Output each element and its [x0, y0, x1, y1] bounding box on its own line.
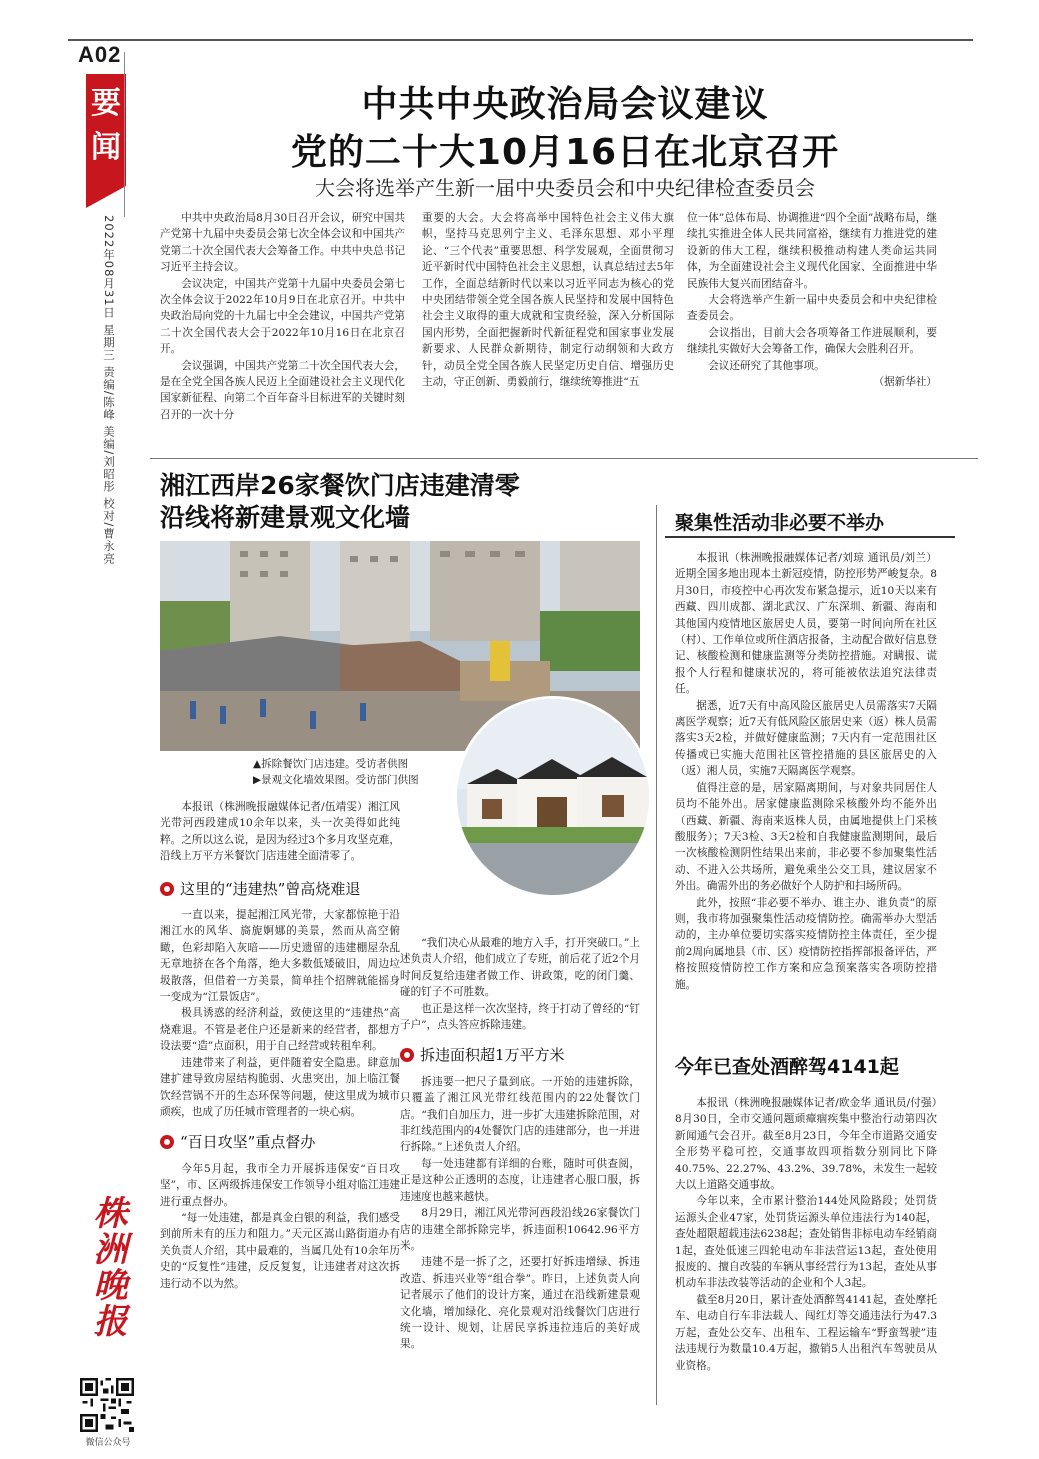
- story2-subtitle-1: [160, 881, 400, 897]
- story3-body: [675, 550, 937, 993]
- lead-paragraph: 会议指出，目前大会各项筹备工作进展顺利，要继续扎实做好大会筹备工作，确保大会胜利召开。: [687, 326, 937, 356]
- lead-credit: （据新华社）: [873, 376, 937, 389]
- story3-paragraph: 本报讯（株洲晚报融媒体记者/刘琼 通讯员/刘兰）近期全国多地出现本土新冠疫情，防控形势严峻复杂。8月30日，市疫控中心再次发布紧急提示，近10天以来有西藏、四川成都、湖北武汉、广东深圳、新疆、海南和其他国内疫情地区旅居史人员，要第一时间向所在社区（村）、工作单位或所住酒店报备，主动配合做好信息登记、核酸检测和健康监测等分类防控措施。对瞒报、谎报个人行程和健康状况的，将可能被依法追究法律责任。: [675, 552, 937, 696]
- lead-paragraph: 会议还研究了其他事项。: [708, 359, 825, 372]
- lead-paragraph: 大会将选举产生新一届中央委员会和中央纪律检查委员会。: [687, 294, 937, 323]
- section-tab: [86, 74, 126, 186]
- qr-label: 微信公众号: [85, 1438, 131, 1448]
- story3-rule: [665, 536, 955, 538]
- photo-caption-line1: ▲拆除餐饮门店违建。受访者供图: [253, 758, 409, 770]
- story4-paragraph: 本报讯（株洲晚报融媒体记者/欧金华 通讯员/付强）8月30日，全市交通问题顽瘴痼疾集中整治行动第四次新闻通气会召开。截至8月23日，今年全市道路交通安全形势平稳可控，交通事故四项指数分别同比下降40.75%、22.27%、43.2%、39.78%，未发生一起较大以上道路交通事故。: [675, 1097, 937, 1192]
- lead-paragraph: 会议决定，中国共产党第十九届中央委员会第七次全体会议于2022年10月9日在北京召开。中共中央政治局向党的十九届七中全会建议，中国共产党第二十次全国代表大会于2022年10月16日在北京召开。: [160, 277, 405, 356]
- story2-paragraph: 极具诱惑的经济利益，致使这里的“违建热”高烧难退。不管是老住户还是新来的经营者，都想方设法要“造”点面积，用于自己经营或转租牟利。: [160, 1007, 400, 1053]
- landscape-wall-rendering: [454, 696, 652, 898]
- issue-info: 2022年08月31日 星期三 责编/陈峰 美编/刘昭彤 校对/曹永亮: [102, 215, 116, 565]
- story2-column-b: [400, 935, 640, 1353]
- story4-body: [675, 1095, 937, 1374]
- top-rule: [68, 39, 973, 41]
- lead-paragraph: 位一体”总体布局、协调推进“四个全面”战略布局，继续扎实推进全体人民共同富裕，继续有力推进党的建设新的伟大工程，继续积极推动构建人类命运共同体，为全面建设社会主义现代化国家、全面推进中华民族伟大复兴而团结奋斗。: [687, 212, 937, 290]
- lead-subheadline: 大会将选举产生新一届中央委员会和中央纪律检查委员会: [315, 176, 815, 200]
- bullet-icon: [160, 1135, 174, 1149]
- bullet-icon: [400, 1048, 414, 1062]
- lead-column-3: [687, 210, 937, 390]
- story2-headline-line1: 湘江西岸26家餐饮门店违建清零: [160, 471, 520, 500]
- story4-paragraph: 今年以来，全市累计整治144处风险路段；处罚货运源头企业47家，处罚货运源头单位违法行为140起，查处超限超载违法6238起；查处销售非标电动车经销商1起，查处低速三四轮电动车非法营运13起，查处使用报废的、擅自改装的车辆从事经营行为13起，查处从事机动车非法改装等活动的企业和个人3起。: [675, 1195, 937, 1290]
- lead-headline-line1: 中共中央政治局会议建议: [361, 84, 769, 125]
- lead-paragraph: 会议强调，中国共产党第二十次全国代表大会，是在全党全国各族人民迈上全面建设社会主义现代化国家新征程、向第二个百年奋斗目标进军的关键时刻召开的一次十分: [160, 359, 405, 421]
- subtitle-text: 拆违面积超1万平方米: [420, 1046, 565, 1065]
- story2-paragraph: “每一处违建，都是真金白银的利益，我们感受到前所未有的压力和阻力。”天元区嵩山路街道办有关负责人介绍，其中最难的，当属几处有10余年历史的“反复性”违建，反反复复，让违建者对这次拆违行动不以为然。: [160, 1211, 400, 1290]
- newspaper-logo: 株洲晚报: [87, 1195, 127, 1339]
- story3-paragraph: 据悉，近7天有中高风险区旅居史人员需落实7天隔离医学观察；近7天有低风险区旅居史来（返）株人员需落实3天2检，并做好健康监测；7天内有一定范围社区传播或已实施大范围社区管控措施的县区旅居史的入（返）湘人员，实施7天隔离医学观察。: [675, 699, 937, 778]
- story2-paragraph: 8月29日，湘江风光带河西段沿线26家餐饮门店的违建全部拆除完毕，拆违面积10642.96平方米。: [400, 1207, 640, 1252]
- story2-paragraph: 今年5月起，我市全力开展拆违保安“百日攻坚”，市、区两级拆违保安工作领导小组对临江违建进行重点督办。: [160, 1162, 400, 1208]
- story4-headline: 今年已查处酒醉驾4141起: [675, 1056, 899, 1078]
- story2-paragraph: “我们决心从最难的地方入手，打开突破口。”上述负责人介绍，他们成立了专班，前后花了近2个月时间反复给违建者做工作、讲政策，吃的闭门羹、碰的钉子不可胜数。: [400, 937, 640, 999]
- page-number: A02: [78, 42, 122, 67]
- story3-headline: 聚集性活动非必要不举办: [675, 512, 885, 534]
- section-tab-corner-icon: [86, 186, 126, 208]
- subtitle-text: “百日攻坚”重点督办: [180, 1133, 316, 1152]
- story2-subtitle-3: [400, 1047, 640, 1063]
- section-char-1: 要: [91, 86, 121, 121]
- section-char-2: 闻: [91, 130, 121, 165]
- photo-caption-line2: ▶景观文化墙效果图。受访部门供图: [253, 774, 419, 786]
- story2-headline: [160, 470, 640, 534]
- story2-paragraph: 每一处违建都有详细的台账，随时可供查阅，正是这种公正透明的态度，让违建者心服口服，拆违速度也越来越快。: [400, 1157, 640, 1203]
- bullet-icon: [160, 882, 174, 896]
- lead-column-2: [422, 210, 674, 390]
- story2-paragraph: 一直以来，提起湘江风光带，大家都惊艳于沿湘江水的风华、旖旎婀娜的美景，然而从高空俯瞰，色彩却陷入灰暗——历史遗留的违建棚屋杂乱无章地挤在各个角落，绝大多数低矮破旧，周边垃圾散落，但借着一方美景，简单挂个招牌就能摇身一变成为“江景饭店”。: [160, 909, 400, 1004]
- story3-paragraph: 此外，按照“非必要不举办、谁主办、谁负责”的原则，我市将加强聚集性活动疫情防控。确需举办大型活动的，主办单位要切实落实疫情防控主体责任，至少提前2周向属地县（市、区）疫情防控指挥部报备评估，严格按照疫情防控工作方案和应急预案落实各项防控措施。: [675, 896, 937, 991]
- story3-paragraph: 值得注意的是，居家隔离期间，与对象共同居住人员均不能外出。居家健康监测除采核酸外均不能外出（西藏、新疆、海南来返株人员，由属地提供上门采核酸服务）；7天3检、3天2检和自我健康监测期间，最后一次核酸检测阴性结果出来前，非必要不参加聚集性活动、不进入公共场所，避免乘坐公交工具，建议居家不外出。确需外出的务必做好个人防护和扫场所码。: [675, 781, 937, 893]
- lead-paragraph: 重要的大会。大会将高举中国特色社会主义伟大旗帜，坚持马克思列宁主义、毛泽东思想、邓小平理论、“三个代表”重要思想、科学发展观，全面贯彻习近平新时代中国特色社会主义思想，认真总结过去5年工作，全面总结新时代以来以习近平同志为核心的党中央团结带领全党全国各族人民坚持和发展中国特色社会主义取得的重大成就和宝贵经验，深入分析国际国内形势，全面把握新时代新征程党和国家事业发展新要求、人民群众新期待，制定行动纲领和大政方针，动员全党全国各族人民坚定历史自信、增强历史主动，守正创新、勇毅前行，继续统筹推进“五: [422, 212, 674, 389]
- story2-column-a: [160, 799, 400, 1292]
- lead-headline-line2: 党的二十大10月16日在北京召开: [290, 132, 840, 173]
- lead-paragraph: 中共中央政治局8月30日召开会议，研究中国共产党第十九届中央委员会第七次全体会议和中国共产党第二十次全国代表大会筹备工作。中共中央总书记习近平主持会议。: [160, 212, 405, 274]
- story2-headline-line2: 沿线将新建景观文化墙: [160, 503, 411, 532]
- story2-intro: 本报讯（株洲晚报融媒体记者/伍靖雯）湘江风光带河西段建成10余年以来，头一次美得如此纯粹。之所以这么说，是因为经过3个多月攻坚克难，沿线上万平方米餐饮门店违建全面清零了。: [160, 801, 400, 863]
- subtitle-text: 这里的“违建热”曾高烧难退: [180, 879, 361, 898]
- story2-paragraph: 违建不是一拆了之，还要打好拆违增绿、拆违改造、拆违兴业等“组合拳”。昨日，上述负责人向记者展示了他们的设计方案，通过在沿线新建景观文化墙，增加绿化、亮化景观对沿线餐饮门店进行统一设计、规划，让居民享拆违拉违后的美好成果。: [400, 1256, 640, 1351]
- section-divider: [150, 458, 978, 459]
- qr-code-icon[interactable]: [80, 1378, 134, 1432]
- story2-paragraph: 拆违要一把尺子量到底。一开始的违建拆除，只覆盖了湘江风光带红线范围内的22处餐饮门店。“我们自加压力，进一步扩大违建拆除范围，对非红线范围内的4处餐饮门店的违建部分，也一并进行拆除。”上述负责人介绍。: [400, 1075, 640, 1154]
- story4-paragraph: 截至8月20日，累计查处酒醉驾4141起，查处摩托车、电动自行车非法载人、闯红灯等交通违法行为47.3万起，查处公交车、出租车、工程运输车“野蛮驾驶”违法违规行为数量10.4万起，撤销5人出租汽车驾驶员从业资格。: [675, 1293, 937, 1372]
- story2-paragraph: 也正是这样一次次坚持，终于打动了曾经的“钉子户”，点头答应拆除违建。: [400, 1002, 640, 1032]
- photo-caption: [253, 756, 453, 788]
- side-rule: [124, 52, 125, 217]
- column-divider: [656, 505, 657, 1405]
- story2-subtitle-2: [160, 1134, 400, 1150]
- lead-column-1: [160, 210, 405, 423]
- story2-paragraph: 违建带来了利益，更伴随着安全隐患。肆意加建扩建导致房屋结构脆弱、火患突出，加上临江餐饮经营锅不开的生态环保等问题，使这里成为城市顽疾，也成了历任城市管理者的一块心病。: [160, 1056, 400, 1118]
